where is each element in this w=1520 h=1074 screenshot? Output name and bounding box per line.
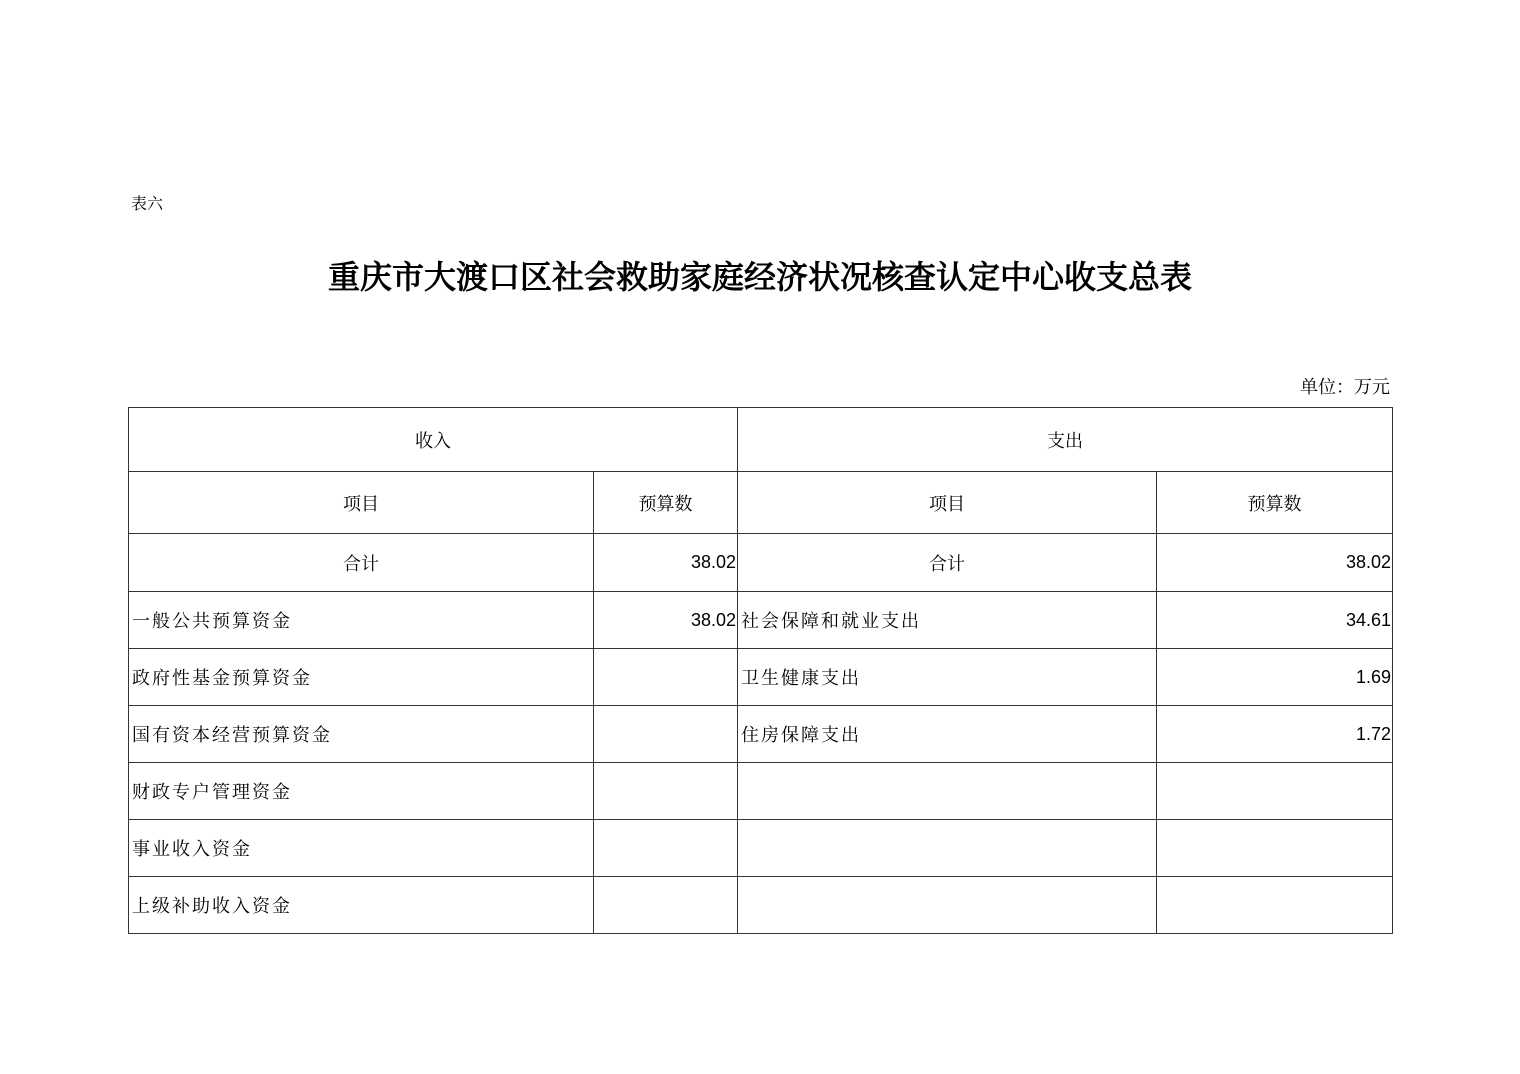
income-total-label: 合计 [129,534,594,592]
group-header-row [129,408,1393,472]
expense-value: 1.72 [1157,706,1393,763]
income-value: 38.02 [594,592,738,649]
expense-budget-column-header: 预算数 [1157,472,1393,534]
expense-item-column-header: 项目 [738,472,1157,534]
expense-item [738,763,1157,820]
income-value [594,820,738,877]
income-value [594,877,738,934]
expense-item: 社会保障和就业支出 [738,592,1157,649]
expense-value [1157,763,1393,820]
table-row [129,706,1393,763]
expense-header: 支出 [738,408,1393,472]
expense-total-label: 合计 [738,534,1157,592]
expense-value [1157,820,1393,877]
income-item: 事业收入资金 [129,820,594,877]
total-row [129,534,1393,592]
income-budget-column-header: 预算数 [594,472,738,534]
expense-total-value: 38.02 [1157,534,1393,592]
table-label: 表六 [131,194,164,213]
expense-item [738,820,1157,877]
expense-value: 1.69 [1157,649,1393,706]
income-value [594,649,738,706]
income-item: 一般公共预算资金 [129,592,594,649]
income-item: 财政专户管理资金 [129,763,594,820]
document-title: 重庆市大渡口区社会救助家庭经济状况核查认定中心收支总表 [327,258,1192,296]
expense-value: 34.61 [1157,592,1393,649]
income-value [594,706,738,763]
expense-item [738,877,1157,934]
expense-value [1157,877,1393,934]
income-item: 国有资本经营预算资金 [129,706,594,763]
table-row [129,649,1393,706]
income-value [594,763,738,820]
table-row [129,820,1393,877]
unit-label: 单位：万元 [1300,377,1390,398]
income-expense-summary-table [128,407,1393,934]
income-total-value: 38.02 [594,534,738,592]
income-item: 政府性基金预算资金 [129,649,594,706]
income-item-column-header: 项目 [129,472,594,534]
table-row [129,763,1393,820]
table-row [129,592,1393,649]
table-row [129,877,1393,934]
expense-item: 住房保障支出 [738,706,1157,763]
column-header-row [129,472,1393,534]
income-item: 上级补助收入资金 [129,877,594,934]
income-header: 收入 [129,408,738,472]
expense-item: 卫生健康支出 [738,649,1157,706]
